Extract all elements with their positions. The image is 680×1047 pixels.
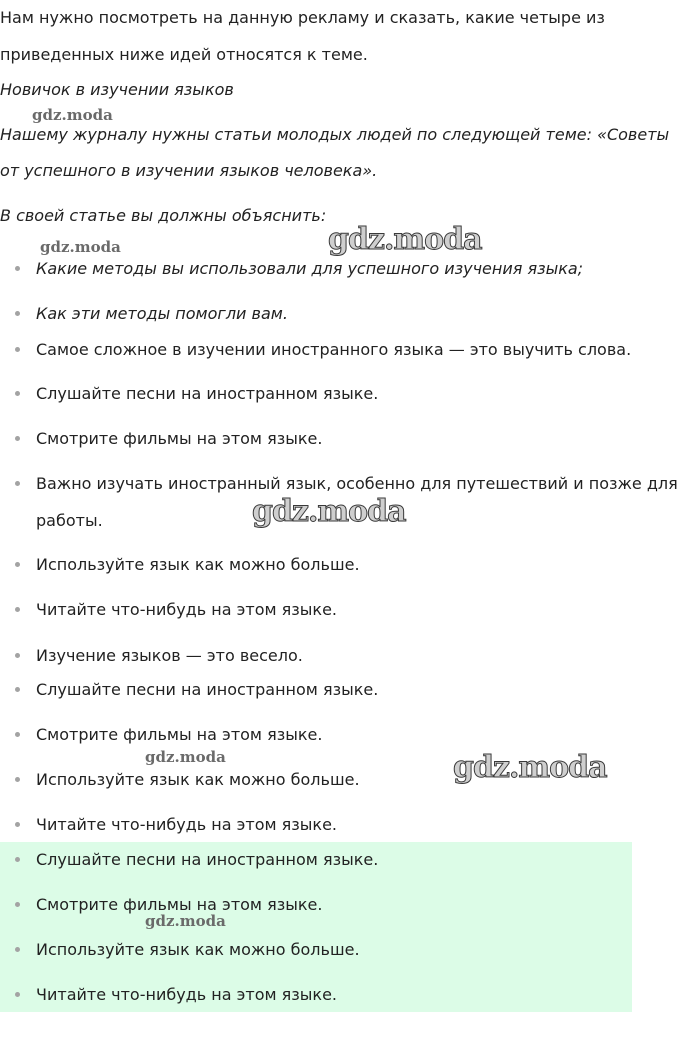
bullet-icon xyxy=(15,653,20,658)
bullet-icon xyxy=(15,687,20,692)
bullet-icon xyxy=(15,992,20,997)
ad-explain: В своей статье вы должны объяснить: xyxy=(0,206,327,225)
ad-title: Новичок в изучении языков xyxy=(0,80,234,99)
bullet-icon xyxy=(15,266,20,271)
bullet-icon xyxy=(15,607,20,612)
bullet-icon xyxy=(15,947,20,952)
bullet-icon xyxy=(15,732,20,737)
ad-body-line-2: от успешного в изучении языков человека». xyxy=(0,161,378,180)
bullet-icon xyxy=(15,481,20,486)
ad-body-line-1: Нашему журналу нужны статьи молодых людей по следующей теме: «Советы xyxy=(0,125,670,144)
watermark: gdz.moda xyxy=(252,494,406,529)
bullet-icon xyxy=(15,857,20,862)
watermark: gdz.moda xyxy=(328,222,482,257)
bullet-icon xyxy=(15,562,20,567)
bullet-icon xyxy=(15,436,20,441)
intro-line-2: приведенных ниже идей относятся к теме. xyxy=(0,45,368,64)
bullet-icon xyxy=(15,311,20,316)
watermark: gdz.moda xyxy=(32,106,113,124)
watermark: gdz.moda xyxy=(145,748,226,766)
bullet-icon xyxy=(15,391,20,396)
watermark: gdz.moda xyxy=(453,750,607,785)
bullet-icon xyxy=(15,822,20,827)
watermark: gdz.moda xyxy=(40,238,121,256)
bullet-icon xyxy=(15,347,20,352)
bullet-icon xyxy=(15,777,20,782)
bullet-icon xyxy=(15,902,20,907)
intro-line-1: Нам нужно посмотреть на данную рекламу и сказать, какие четыре из xyxy=(0,8,605,27)
watermark: gdz.moda xyxy=(145,912,226,930)
